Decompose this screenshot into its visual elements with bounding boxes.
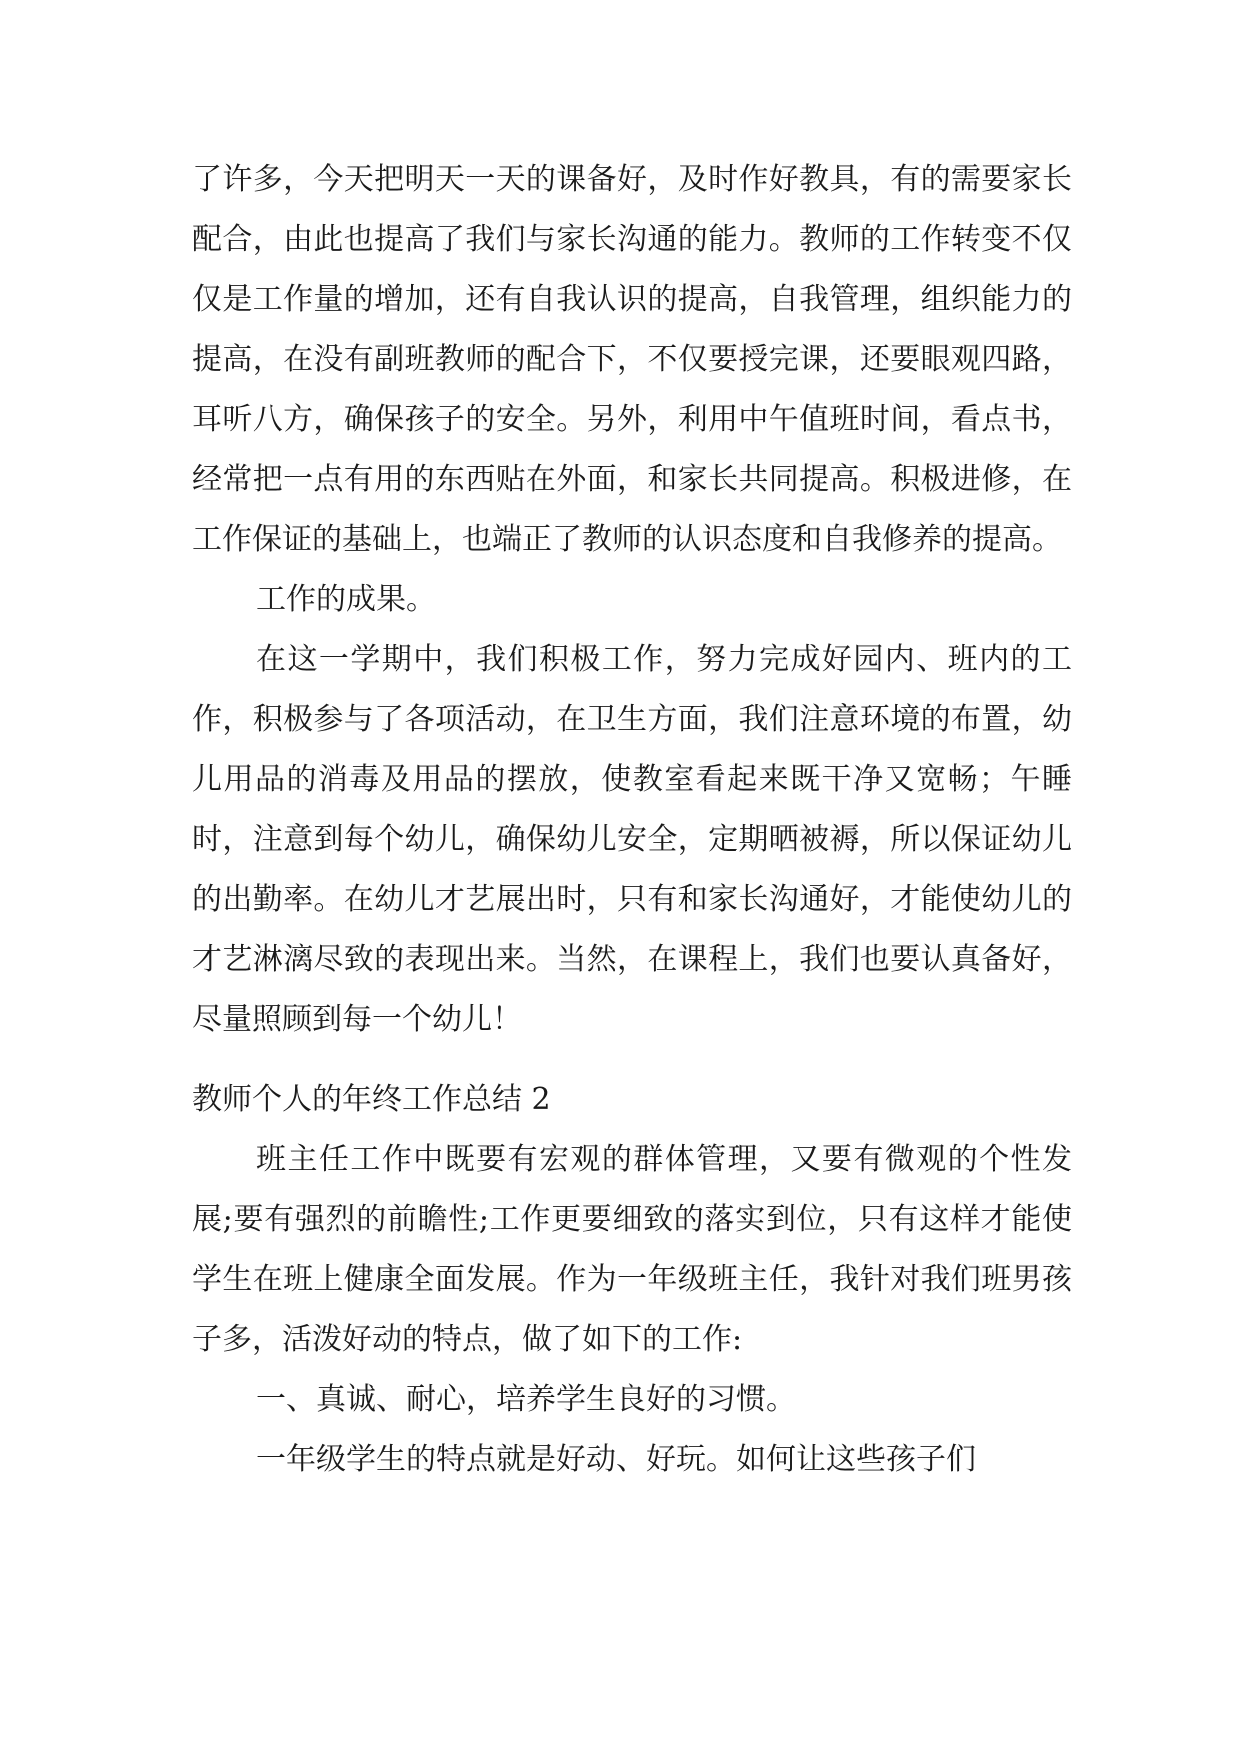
point-heading-1: 一、真诚、耐心，培养学生良好的习惯。 xyxy=(256,1382,796,1417)
paragraph-results: 在这一学期中，我们积极工作，努力完成好园内、班内的工作，积极参与了各项活动，在卫生方面，我们注意环境的布置，幼儿用品的消毒及用品的摆放，使教室看起来既干净又宽畅；午睡时，注意到每个幼儿，确保幼儿安全，定期晒被褥，所以保证幼儿的出勤率。在幼儿才艺展出时，只有和家长沟通好，才能使幼儿的才艺淋漓尽致的表现出来。当然，在课程上，我们也要认真备好，尽量照顾到每一个幼儿！ xyxy=(192,642,1072,1037)
paragraph-continuation: 了许多，今天把明天一天的课备好，及时作好教具，有的需要家长配合，由此也提高了我们与家长沟通的能力。教师的工作转变不仅仅是工作量的增加，还有自我认识的提高，自我管理，组织能力的提高，在没有副班教师的配合下，不仅要授完课，还要眼观四路，耳听八方，确保孩子的安全。另外，利用中午值班时间，看点书，经常把一点有用的东西贴在外面，和家长共同提高。积极进修，在工作保证的基础上，也端正了教师的认识态度和自我修养的提高。 xyxy=(192,162,1072,557)
subheading-results: 工作的成果。 xyxy=(256,582,436,617)
section-title: 教师个人的年终工作总结 2 xyxy=(192,1082,551,1117)
paragraph-point-1: 一年级学生的特点就是好动、好玩。如何让这些孩子们 xyxy=(256,1442,976,1477)
document-body xyxy=(192,150,1072,1490)
paragraph-intro: 班主任工作中既要有宏观的群体管理，又要有微观的个性发展;要有强烈的前瞻性;工作更要细致的落实到位，只有这样才能使学生在班上健康全面发展。作为一年级班主任，我针对我们班男孩子多，活泼好动的特点，做了如下的工作: xyxy=(192,1142,1072,1357)
